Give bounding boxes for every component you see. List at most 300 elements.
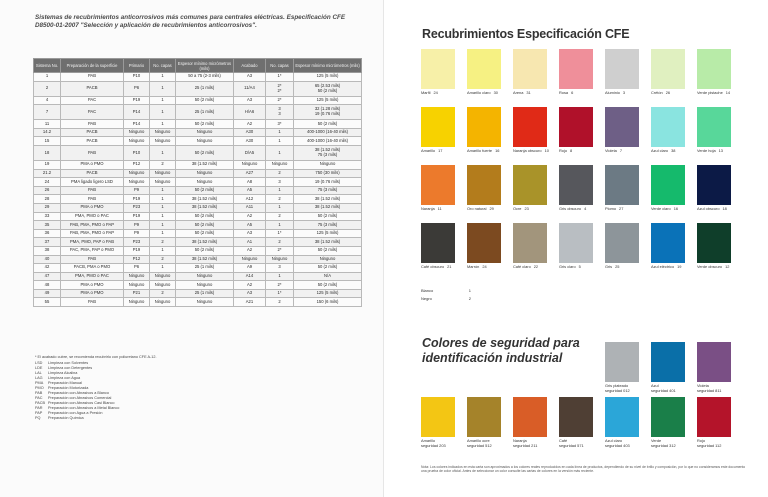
table-cell: 1 <box>266 186 294 195</box>
color-swatch <box>605 107 639 147</box>
safety-color-name: Verde <box>651 438 662 443</box>
table-cell: 18 <box>34 145 61 160</box>
table-cell: 2* <box>266 246 294 255</box>
table-cell: N/A <box>294 272 362 281</box>
table-cell: 1 <box>150 264 176 273</box>
abbreviation-code: LAL <box>35 371 42 375</box>
table-cell: P9 <box>124 229 150 238</box>
swatch-label <box>559 207 586 212</box>
table-cell: PAB <box>61 186 124 195</box>
abbreviation-meaning: Limpieza Alcalina <box>48 371 78 375</box>
table-cell: 50 (2 mils) <box>294 246 362 255</box>
swatch-name: Café obscuro <box>421 264 445 269</box>
table-cell: 125 (5 mils) <box>294 289 362 298</box>
swatch-number: 3 <box>622 90 626 95</box>
color-swatch <box>421 49 455 89</box>
safety-color-code: seguridad 112 <box>697 442 722 448</box>
table-cell: 38 (1.52 mils) <box>176 160 234 169</box>
abbreviation-code: PACB <box>35 401 46 405</box>
safety-color-name: Azul <box>651 383 659 388</box>
color-swatch <box>559 223 593 263</box>
table-cell: 38 <box>34 246 61 255</box>
swatch-name: Ocre <box>513 206 522 211</box>
misc-color-number: 2 <box>468 296 471 301</box>
swatch-name: Café claro <box>513 264 531 269</box>
table-cell: 50 (2 mils) <box>294 264 362 273</box>
table-body <box>34 73 362 307</box>
safety-swatch-label <box>513 439 537 448</box>
safety-color-name: Gris plateado <box>605 383 629 388</box>
swatch-label <box>559 149 572 154</box>
table-cell: 125 (5 mils) <box>294 229 362 238</box>
table-cell: Ninguno <box>294 255 362 264</box>
safety-color-code: seguridad 312 <box>651 442 676 448</box>
table-cell: 1 <box>150 203 176 212</box>
table-cell: P19 <box>124 96 150 105</box>
table-header-cell: Sistema No. <box>34 59 61 73</box>
table-cell: Ninguno <box>294 160 362 169</box>
safety-color-swatch <box>651 342 685 382</box>
table-cell: 1 <box>150 145 176 160</box>
table-cell: 75 (3 mils) <box>294 221 362 230</box>
table-cell: A30 <box>234 137 266 146</box>
table-cell: P19 <box>124 195 150 204</box>
table-cell: PACB <box>61 137 124 146</box>
table-cell: PAC <box>61 105 124 120</box>
table-cell: 33 <box>34 212 61 221</box>
table-cell: 28 <box>34 195 61 204</box>
abbreviation-item <box>35 416 355 421</box>
abbreviation-meaning: Limpieza con Agua <box>48 376 81 380</box>
table-cell: Ninguno <box>176 298 234 307</box>
table-cell: PAB <box>61 255 124 264</box>
color-swatch <box>651 223 685 263</box>
note-heading: * El acabado cubre, se recomienda recubrirlo con poliuretano CFE A-12. <box>35 355 157 359</box>
table-cell: 1 <box>266 145 294 160</box>
table-cell: 1* <box>266 73 294 82</box>
swatch-number: 11 <box>437 206 442 211</box>
swatch-name: Amarillo fuerte <box>467 148 493 153</box>
color-swatch <box>697 107 731 147</box>
table-row <box>34 169 362 178</box>
safety-swatch-label <box>697 439 721 448</box>
table-cell: 1 <box>150 81 176 96</box>
abbreviation-code: LDE <box>35 366 43 370</box>
safety-color-name: Amarillo <box>421 438 436 443</box>
swatch-number: 7 <box>619 148 622 153</box>
table-cell: 25 (1 mils) <box>176 81 234 96</box>
table-cell: P19 <box>124 212 150 221</box>
table-header-row <box>34 59 362 73</box>
safety-color-code: seguridad 403 <box>605 442 630 448</box>
swatch-name: Amarillo claro <box>467 90 491 95</box>
table-cell: 37 <box>34 238 61 247</box>
table-cell: PMA, PMO, PAP o PAB <box>61 238 124 247</box>
table-cell: 400-1000 (16-40 mils) <box>294 137 362 146</box>
safety-color-code: seguridad 571 <box>559 442 584 448</box>
table-cell: P12 <box>124 255 150 264</box>
table-cell: 50 a 75 (2-3 mils) <box>176 73 234 82</box>
color-swatch <box>651 165 685 205</box>
table-cell: P21 <box>124 289 150 298</box>
table-cell: 38 (1.52 mils) <box>294 195 362 204</box>
swatch-number: 31 <box>526 90 531 95</box>
swatch-label <box>697 91 730 96</box>
swatch-number: 14 <box>725 90 731 95</box>
table-cell: 2 <box>266 212 294 221</box>
table-row <box>34 137 362 146</box>
swatch-number: 12 <box>725 264 730 269</box>
table-row <box>34 186 362 195</box>
table-cell: 1 <box>150 96 176 105</box>
swatch-number: 8 <box>570 148 573 153</box>
swatch-name: Azul obscuro <box>697 206 720 211</box>
table-cell: A9 <box>234 264 266 273</box>
table-header-cell: No. capas <box>266 59 294 73</box>
table-cell: 2 <box>150 238 176 247</box>
misc-color-labels <box>421 287 471 303</box>
table-cell: 1 <box>150 229 176 238</box>
table-cell: A2 <box>234 281 266 290</box>
safety-color-code: seguridad 401 <box>651 387 676 393</box>
color-swatch <box>421 165 455 205</box>
table-cell: 75 (3 mils) <box>294 186 362 195</box>
right-page <box>385 0 768 497</box>
table-cell: 49 <box>34 289 61 298</box>
safety-color-name: Café <box>559 438 568 443</box>
table-cell: 38 (1.52 mils) <box>176 255 234 264</box>
abbreviation-meaning: Limpieza con Solventes <box>48 361 89 365</box>
table-row <box>34 145 362 160</box>
safety-color-code: seguridad 811 <box>697 387 722 393</box>
color-swatch <box>421 107 455 147</box>
table-cell: PAC <box>61 96 124 105</box>
swatch-number: 17 <box>438 148 443 153</box>
table-cell: 25 (1 mils) <box>176 105 234 120</box>
abbreviation-code: LAG <box>35 376 43 380</box>
swatch-label <box>697 265 729 270</box>
table-cell: 1 <box>150 105 176 120</box>
swatch-name: Verde obscuro <box>697 264 723 269</box>
table-cell: A3 <box>234 289 266 298</box>
table-cell: 2 <box>266 195 294 204</box>
table-cell: 3 3 <box>266 105 294 120</box>
table-row <box>34 229 362 238</box>
safety-swatch-label <box>697 384 721 393</box>
swatch-label <box>605 149 622 154</box>
swatch-label <box>421 149 442 154</box>
table-cell: 1 <box>150 221 176 230</box>
safety-color-name: Azul claro <box>605 438 623 443</box>
swatch-label <box>421 207 442 212</box>
table-cell: 50 (2 mils) <box>294 281 362 290</box>
safety-color-name: Rojo <box>697 438 706 443</box>
swatch-label <box>513 265 538 270</box>
swatch-number: 23 <box>524 206 529 211</box>
color-swatch <box>513 165 547 205</box>
safety-color-name: Violeta <box>697 383 709 388</box>
table-row <box>34 73 362 82</box>
table-cell: P23 <box>124 203 150 212</box>
swatch-name: Naranja obscuro <box>513 148 542 153</box>
table-cell: 7 <box>34 105 61 120</box>
safety-color-swatch <box>513 397 547 437</box>
table-cell: 29 <box>34 203 61 212</box>
color-swatch <box>559 107 593 147</box>
safety-swatch-label <box>651 439 676 448</box>
swatch-number: 25 <box>615 264 620 269</box>
color-swatch <box>605 223 639 263</box>
table-cell: 2 <box>266 238 294 247</box>
table-cell: 24 <box>34 178 61 187</box>
table-cell: PACB <box>61 169 124 178</box>
abbreviation-code: PMO <box>35 386 44 390</box>
safety-color-swatch <box>697 397 731 437</box>
table-cell: 1 <box>150 120 176 129</box>
table-cell: Ninguno <box>176 128 234 137</box>
table-cell: Ninguno <box>150 137 176 146</box>
swatch-name: Marfil <box>421 90 431 95</box>
table-cell: 38 (1.52 mils) <box>294 238 362 247</box>
safety-swatch-label <box>559 439 584 448</box>
table-cell: PMA, PMO o PAC <box>61 272 124 281</box>
table-cell: 19 (0.76 mils) <box>294 178 362 187</box>
table-cell: Ninguno <box>124 128 150 137</box>
table-cell: PAB, PMA, PMO o PAP <box>61 221 124 230</box>
swatch-name: Gris obscuro <box>559 206 582 211</box>
table-cell: A30 <box>234 128 266 137</box>
table-cell: 50 (2 mils) <box>176 120 234 129</box>
abbreviation-code: PMA <box>35 381 44 385</box>
abbreviation-code: PAR <box>35 406 43 410</box>
table-row <box>34 255 362 264</box>
swatch-number: 29 <box>489 206 494 211</box>
table-cell: 11/A4 <box>234 81 266 96</box>
table-cell: D/A5 <box>234 145 266 160</box>
table-cell: 50 (2 mils) <box>176 96 234 105</box>
swatch-label <box>605 207 623 212</box>
safety-color-swatch <box>697 342 731 382</box>
table-cell: 1 <box>266 203 294 212</box>
table-cell: A2 <box>234 120 266 129</box>
table-cell: A2 <box>234 246 266 255</box>
table-cell: 38 (1.52 mils) <box>176 203 234 212</box>
table-cell: 50 (2 mils) <box>176 212 234 221</box>
safety-color-swatch <box>421 397 455 437</box>
color-swatch <box>605 165 639 205</box>
table-cell: 2 <box>34 81 61 96</box>
table-cell: Ninguno <box>176 178 234 187</box>
swatch-number: 38 <box>671 148 676 153</box>
table-cell: Ninguno <box>124 272 150 281</box>
color-swatch <box>513 107 547 147</box>
abbreviation-code: PAP <box>35 411 43 415</box>
table-cell: A1 <box>234 238 266 247</box>
table-cell: 1 <box>150 212 176 221</box>
table-cell: Ninguno <box>150 169 176 178</box>
swatch-name: Violeta <box>605 148 617 153</box>
table-cell: 150 (6 mils) <box>294 298 362 307</box>
color-swatch <box>467 49 501 89</box>
safety-color-code: seguridad 012 <box>605 387 630 393</box>
table-cell: 4 <box>34 96 61 105</box>
swatch-number: 18 <box>722 206 727 211</box>
table-cell: P6 <box>124 81 150 96</box>
abbreviation-meaning: Preparación con Abrasivos Comercial <box>48 396 112 400</box>
table-cell: 48 <box>34 281 61 290</box>
table-cell: PAB <box>61 195 124 204</box>
table-cell: 1 <box>266 128 294 137</box>
safety-color-name: Naranja <box>513 438 527 443</box>
table-cell: Ninguno <box>150 281 176 290</box>
table-cell: 1 <box>150 246 176 255</box>
swatch-label <box>513 91 531 96</box>
table-cell: P19 <box>124 246 150 255</box>
swatch-label <box>651 91 670 96</box>
page-title: Sistemas de recubrimientos anticorrosivos más comunes para centrales eléctricas. Especificación CFE D8500-01-2007 "Selección y aplicación de recubrimientos anticorrosivos". <box>35 14 346 29</box>
table-cell: 50 (2 mils) <box>294 120 362 129</box>
coating-systems-table <box>33 58 362 307</box>
table-cell: A3 <box>234 96 266 105</box>
table-cell: 3 <box>266 264 294 273</box>
table-row <box>34 195 362 204</box>
table-header-cell: Acabado <box>234 59 266 73</box>
table-cell: P10 <box>124 73 150 82</box>
safety-swatch-label <box>651 384 676 393</box>
swatch-name: Plomo <box>605 206 617 211</box>
safety-color-code: seguridad 203 <box>421 442 446 448</box>
table-cell: 1 <box>150 195 176 204</box>
table-cell: 26 <box>34 186 61 195</box>
misc-color-item <box>421 295 471 303</box>
swatch-name: Marrón <box>467 264 480 269</box>
color-swatch <box>467 107 501 147</box>
table-row <box>34 298 362 307</box>
safety-color-swatch <box>467 397 501 437</box>
table-cell: H/A6 <box>234 105 266 120</box>
table-cell: 38 (1.52 mils) <box>176 238 234 247</box>
table-cell: 40 <box>34 255 61 264</box>
table-cell: PMA o PMO <box>61 160 124 169</box>
table-cell: A12 <box>234 195 266 204</box>
table-cell: 1 <box>266 221 294 230</box>
table-notes <box>35 355 355 421</box>
misc-color-item <box>421 287 471 295</box>
table-cell: Ninguno <box>124 298 150 307</box>
table-cell: 2 <box>266 169 294 178</box>
table-cell: 32 (1.28 mils) 19 (0.76 mils) <box>294 105 362 120</box>
table-cell: 36 <box>34 229 61 238</box>
table-cell: Ninguno <box>124 169 150 178</box>
abbreviation-meaning: Preparación Manual <box>48 381 82 385</box>
table-row <box>34 160 362 169</box>
table-cell: 47 <box>34 272 61 281</box>
table-cell: 42 <box>34 264 61 273</box>
table-cell: Ninguno <box>124 178 150 187</box>
table-cell: A21 <box>234 298 266 307</box>
color-swatch <box>605 49 639 89</box>
swatch-label <box>697 207 727 212</box>
table-cell: Ninguno <box>234 255 266 264</box>
swatch-number: 22 <box>533 264 539 269</box>
swatch-name: Verde hoja <box>697 148 716 153</box>
swatch-number: 6 <box>571 90 574 95</box>
table-cell: A2 <box>234 212 266 221</box>
swatch-number: 26 <box>665 90 671 95</box>
table-cell: A27 <box>234 169 266 178</box>
swatch-number: 16 <box>673 206 679 211</box>
swatch-number: 21 <box>447 264 452 269</box>
swatch-label <box>513 149 549 154</box>
swatch-number: 19 <box>677 264 682 269</box>
color-swatch <box>697 165 731 205</box>
misc-color-number: 1 <box>468 288 471 293</box>
safety-colors-title: Colores de seguridad para identificación industrial <box>422 336 580 365</box>
table-cell: PMA ligado ligero LSD <box>61 178 124 187</box>
table-row <box>34 81 362 96</box>
table-row <box>34 246 362 255</box>
safety-swatch-label <box>605 384 630 393</box>
swatch-name: Naranja <box>421 206 435 211</box>
color-swatch <box>467 223 501 263</box>
abbreviation-meaning: Preparación Motorizada <box>48 386 89 390</box>
table-cell: 50 (2 mils) <box>176 145 234 160</box>
safety-swatch-label <box>421 439 446 448</box>
table-cell: 2* <box>266 96 294 105</box>
table-cell: Ninguno <box>266 255 294 264</box>
swatch-label <box>559 265 581 270</box>
table-cell: Ninguno <box>150 128 176 137</box>
table-cell: PMA o PMO <box>61 289 124 298</box>
table-cell: PAB <box>61 120 124 129</box>
table-cell: A5 <box>234 186 266 195</box>
color-swatch <box>467 165 501 205</box>
table-cell: P23 <box>124 238 150 247</box>
table-cell: 2 <box>150 289 176 298</box>
table-cell: 50 (2 mils) <box>176 186 234 195</box>
table-cell: 55 <box>34 298 61 307</box>
swatch-name: Gris claro <box>559 264 576 269</box>
color-swatch <box>697 223 731 263</box>
table-row <box>34 105 362 120</box>
swatch-label <box>467 91 498 96</box>
table-cell: 750 (30 mils) <box>294 169 362 178</box>
swatch-number: 13 <box>718 148 723 153</box>
swatch-name: Aluminio <box>605 90 620 95</box>
table-cell: PACB <box>61 81 124 96</box>
abbreviation-meaning: Preparación con Abrasivos a Metal Blanco <box>48 406 120 410</box>
table-cell: P10 <box>124 145 150 160</box>
abbreviation-meaning: Preparación con Abrasivos a Blanco <box>48 391 109 395</box>
table-cell: 50 (2 mils) <box>294 212 362 221</box>
table-row <box>34 289 362 298</box>
table-header-cell: Primario <box>124 59 150 73</box>
swatch-name: Azul claro <box>651 148 669 153</box>
table-cell: PMA o PMO <box>61 281 124 290</box>
misc-color-name: Negro <box>421 296 432 301</box>
color-swatch <box>513 49 547 89</box>
safety-swatch-label <box>467 439 492 448</box>
swatch-number: 30 <box>493 90 498 95</box>
abbreviation-meaning: Preparación Química <box>48 416 84 420</box>
table-cell: 2* 2* <box>266 81 294 96</box>
table-cell: Ninguno <box>176 169 234 178</box>
table-header-cell: Espesor mínimo micrómetros (mils) <box>294 59 362 73</box>
table-row <box>34 221 362 230</box>
table-cell: A5 <box>234 221 266 230</box>
table-cell: P6 <box>124 264 150 273</box>
table-cell: 15 <box>34 137 61 146</box>
